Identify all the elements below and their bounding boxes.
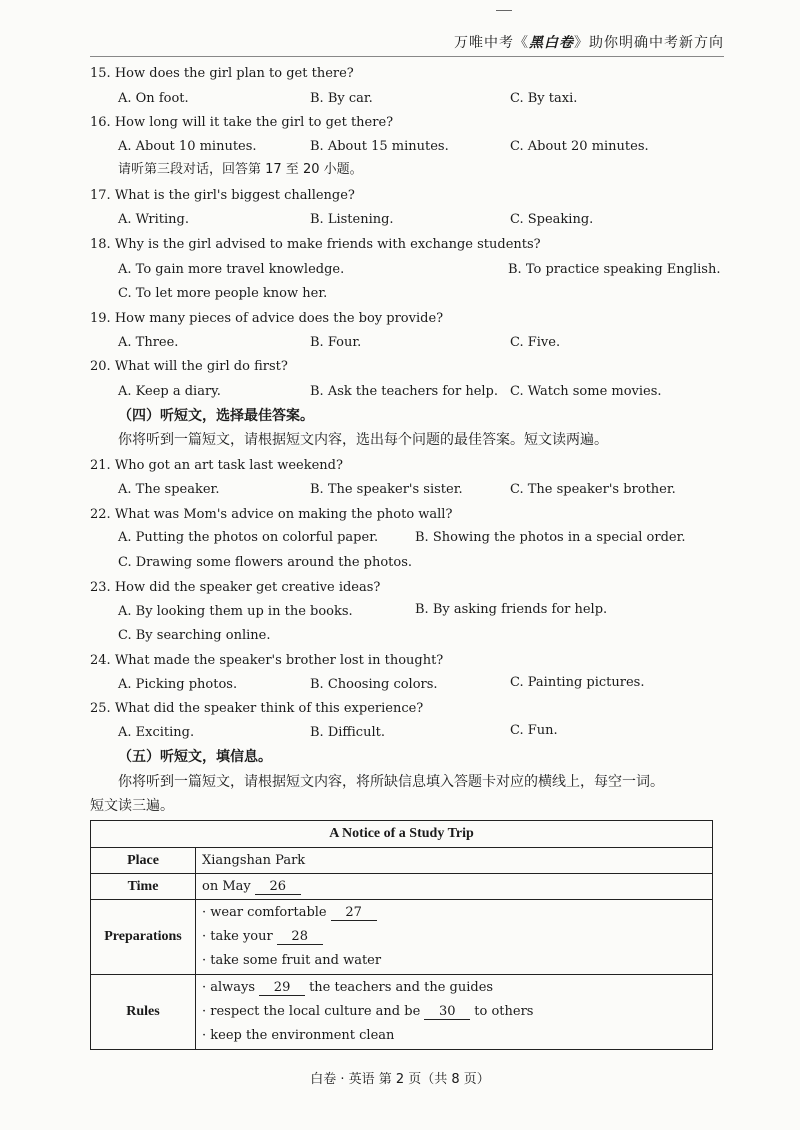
time-value: on May 26 — [196, 874, 713, 900]
section-4-instruction: 你将听到一篇短文，请根据短文内容，选出每个问题的最佳答案。短文读两遍。 — [118, 432, 608, 448]
header-mark — [496, 10, 512, 11]
dialog3-instruction: 请听第三段对话，回答第 17 至 20 小题。 — [118, 162, 363, 177]
section-5-instruction-1: 你将听到一篇短文，请根据短文内容，将所缺信息填入答题卡对应的横线上，每空一词。 — [118, 774, 664, 790]
header-slogan: 万唯中考《黑白卷》助你明确中考新方向 — [454, 35, 724, 51]
q23-option-c: C. By searching online. — [118, 628, 271, 643]
brand-name: 黑白卷 — [529, 35, 574, 51]
prep-item-3: · take some fruit and water — [202, 953, 382, 968]
q20-option-a: A. Keep a diary. — [118, 384, 221, 399]
section-5-title: （五）听短文，填信息。 — [118, 749, 272, 765]
blank-28: 28 — [277, 929, 323, 945]
q20-option-b: B. Ask the teachers for help. — [310, 384, 499, 399]
blank-27: 27 — [331, 905, 377, 921]
q16-option-a: A. About 10 minutes. — [118, 139, 257, 154]
notice-table — [90, 820, 713, 1050]
question-21: 21. Who got an art task last weekend? — [90, 458, 343, 473]
preparations-label: Preparations — [91, 900, 196, 975]
place-label: Place — [91, 848, 196, 874]
q18-option-a: A. To gain more travel knowledge. — [118, 262, 345, 277]
q16-option-b: B. About 15 minutes. — [310, 139, 449, 154]
time-label: Time — [91, 874, 196, 900]
prep-item-1: · wear comfortable 27 — [202, 901, 712, 925]
rule-item-1: · always 29 the teachers and the guides — [202, 980, 494, 995]
q24-option-a: A. Picking photos. — [118, 677, 238, 692]
q18-option-b: B. To practice speaking English. — [508, 262, 721, 277]
q16-option-c: C. About 20 minutes. — [510, 139, 649, 154]
question-15: 15. How does the girl plan to get there? — [90, 66, 354, 81]
q18-option-c: C. To let more people know her. — [118, 286, 328, 301]
q17-option-b: B. Listening. — [310, 212, 394, 227]
question-20: 20. What will the girl do first? — [90, 359, 288, 374]
question-24: 24. What made the speaker's brother lost in thought? — [90, 653, 444, 668]
q17-option-a: A. Writing. — [118, 212, 190, 227]
rules-label: Rules — [91, 975, 196, 1050]
q23-option-a: A. By looking them up in the books. — [118, 604, 353, 619]
q21-option-c: C. The speaker's brother. — [510, 482, 676, 497]
q19-option-c: C. Five. — [510, 335, 561, 350]
q25-option-b: B. Difficult. — [310, 725, 385, 740]
q22-option-c: C. Drawing some flowers around the photos. — [118, 555, 413, 570]
notice-title: A Notice of a Study Trip — [91, 821, 713, 848]
rules-list — [196, 975, 713, 1050]
question-16: 16. How long will it take the girl to get there? — [90, 115, 394, 130]
q21-option-a: A. The speaker. — [118, 482, 220, 497]
q15-option-b: B. By car. — [310, 91, 373, 106]
question-23: 23. How did the speaker get creative ideas? — [90, 580, 381, 595]
q23-option-b: B. By asking friends for help. — [415, 602, 608, 617]
blank-29: 29 — [259, 980, 305, 996]
q24-option-c: C. Painting pictures. — [510, 675, 645, 690]
section-5-instruction-2: 短文读三遍。 — [90, 798, 174, 814]
q21-option-b: B. The speaker's sister. — [310, 482, 463, 497]
q19-option-a: A. Three. — [118, 335, 179, 350]
q24-option-b: B. Choosing colors. — [310, 677, 438, 692]
question-18: 18. Why is the girl advised to make friends with exchange students? — [90, 237, 541, 252]
prep-item-2: · take your 28 — [202, 925, 712, 949]
preparations-list — [196, 900, 713, 975]
question-19: 19. How many pieces of advice does the boy provide? — [90, 311, 444, 326]
q22-option-a: A. Putting the photos on colorful paper. — [118, 530, 379, 545]
blank-26: 26 — [255, 879, 301, 895]
blank-30: 30 — [424, 1004, 470, 1020]
section-4-title: （四）听短文，选择最佳答案。 — [118, 408, 314, 424]
question-17: 17. What is the girl's biggest challenge? — [90, 188, 355, 203]
q25-option-a: A. Exciting. — [118, 725, 195, 740]
question-25: 25. What did the speaker think of this experience? — [90, 701, 424, 716]
q17-option-c: C. Speaking. — [510, 212, 594, 227]
place-value: Xiangshan Park — [196, 848, 713, 874]
page-footer: 白卷 · 英语 第 2 页（共 8 页） — [310, 1072, 490, 1087]
q25-option-c: C. Fun. — [510, 723, 558, 738]
header-divider — [90, 56, 724, 57]
rule-item-2: · respect the local culture and be 30 to others — [202, 1004, 534, 1019]
q22-option-b: B. Showing the photos in a special order. — [415, 530, 686, 545]
rule-item-3: · keep the environment clean — [202, 1028, 395, 1043]
q19-option-b: B. Four. — [310, 335, 362, 350]
q15-option-c: C. By taxi. — [510, 91, 578, 106]
q15-option-a: A. On foot. — [118, 91, 189, 106]
q20-option-c: C. Watch some movies. — [510, 384, 662, 399]
question-22: 22. What was Mom's advice on making the photo wall? — [90, 507, 453, 522]
